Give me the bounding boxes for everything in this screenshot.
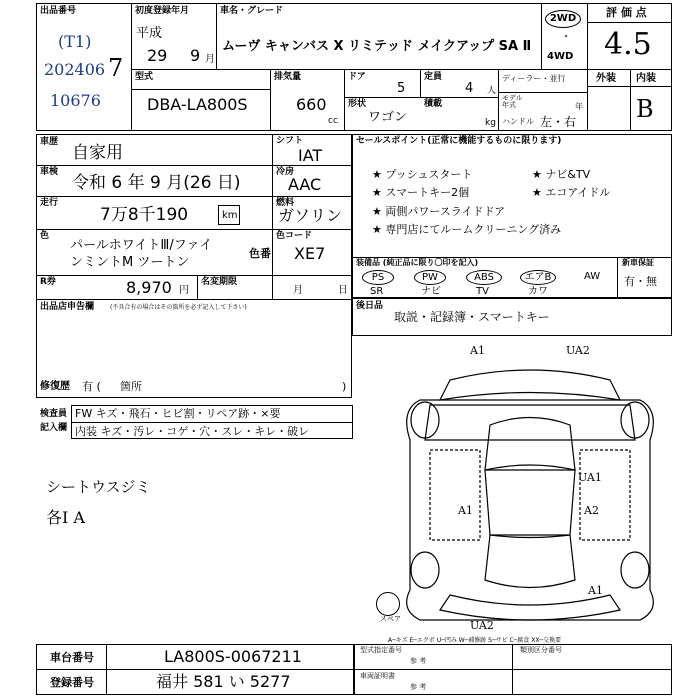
chassis-value: LA800S-0067211	[164, 647, 302, 666]
reg-month: 9	[190, 46, 201, 65]
plate-value: 福井 581 い 5277	[156, 672, 291, 691]
aftermarket-label: 後日品	[356, 301, 384, 311]
type-label: 型式	[135, 72, 154, 82]
color-no-label: 色番	[249, 247, 271, 260]
sales-label: セールスポイント(正常に機能するものに限ります)	[356, 136, 562, 146]
sales-left-0: ★ プッシュスタート	[372, 168, 473, 181]
shift-value: IAT	[298, 146, 323, 165]
damage-mark-3: A1	[458, 504, 473, 517]
mileage-unit: km	[222, 210, 238, 221]
damage-mark-5: A1	[588, 584, 603, 597]
handle-label: ハンドル	[502, 117, 534, 126]
equip-ps: PS	[362, 270, 394, 285]
displacement-value: 660	[296, 95, 327, 114]
color-code-label: 色コード	[276, 231, 313, 241]
recycle-unit: 円	[179, 285, 189, 296]
lot-line1: (T1)	[58, 32, 92, 51]
color-code: XE7	[294, 244, 326, 263]
type-value: DBA-LA800S	[147, 95, 248, 114]
displacement-unit: cc	[328, 116, 338, 126]
category-label: 類別区分番号	[520, 646, 562, 654]
ac-value: AAC	[288, 175, 322, 194]
hand-note-1: シートウスジミ	[46, 478, 151, 496]
hand-note-2: 各I A	[46, 508, 85, 527]
name-change-label: 名変期限	[201, 277, 238, 287]
equip-tv: TV	[476, 286, 489, 297]
lot-hand-mark: 7	[108, 54, 124, 82]
check-label-2: 記入欄	[40, 423, 68, 433]
repair-value: 有 (	[82, 380, 101, 393]
equip-aw: AW	[584, 271, 601, 282]
inspection-label: 車検	[40, 167, 59, 177]
damage-mark-6: UA2	[470, 619, 494, 632]
spare-tire-icon	[376, 592, 400, 616]
reg-year: 29	[147, 46, 168, 65]
car-name: ムーヴ キャンバス X リミテッド メイクアップ SA Ⅱ	[222, 39, 532, 54]
sales-left-3: ★ 専門店にてルームクリーニング済み	[372, 223, 562, 236]
drive-2wd: 2WD	[545, 10, 581, 28]
drive-4wd: 4WD	[547, 51, 574, 62]
plate-label: 登録番号	[50, 676, 94, 689]
capacity-value: 4	[465, 81, 474, 96]
color-value-1: パールホワイトⅢ/ファイ	[70, 238, 213, 253]
recycle-label: R券	[40, 277, 56, 287]
inspection-value: 令和 6 年 9 月(26 日)	[72, 173, 241, 193]
handle-value: 左・右	[540, 115, 577, 129]
repair-label: 修復歴	[40, 381, 70, 392]
interior-line: 内装 キズ・汚レ・コゲ・穴・スレ・キレ・破レ	[75, 425, 310, 438]
lot-label: 出品番号	[40, 6, 77, 16]
exterior-label: 外装	[596, 73, 616, 84]
load-label: 積載	[424, 99, 443, 109]
reference2-label: 参 考	[410, 683, 427, 691]
new-car-value: 有・無	[624, 275, 657, 288]
cert-label: 車両証明書	[360, 672, 395, 680]
damage-mark-1: UA2	[566, 344, 590, 357]
dealer-label: ディーラー・並行	[502, 74, 566, 83]
first-reg-label: 初度登録年月	[135, 6, 190, 16]
shape-value: ワゴン	[368, 110, 408, 125]
fuel-label: 燃料	[276, 198, 295, 208]
equip-airbag: エアB	[520, 270, 556, 285]
lot-line3: 10676	[50, 91, 101, 110]
mileage-value: 7万8千190	[100, 205, 189, 225]
interior-label: 内装	[636, 73, 656, 84]
recycle-value: 8,970	[126, 278, 172, 297]
equip-leather: カワ	[528, 286, 548, 297]
usage-value: 自家用	[72, 143, 123, 163]
sales-left-1: ★ スマートキー2個	[372, 186, 470, 199]
equip-pw: PW	[414, 270, 446, 285]
damage-mark-0: A1	[470, 344, 485, 357]
shape-label: 形状	[348, 99, 367, 109]
damage-mark-4: A2	[584, 504, 599, 517]
reg-month-unit: 月	[205, 54, 215, 65]
doors-label: ドア	[348, 72, 366, 82]
color-label: 色	[40, 231, 50, 241]
sales-right-1: ★ エコアイドル	[532, 186, 611, 199]
interior-grade: B	[636, 95, 654, 123]
designation-label: 型式指定番号	[360, 646, 402, 654]
equip-abs: ABS	[466, 270, 502, 285]
capacity-label: 定員	[424, 72, 443, 82]
equipment-label: 装備品 (純正品に限り〇印を記入)	[356, 258, 479, 267]
ac-label: 冷房	[276, 167, 295, 177]
model-year-unit: 年	[575, 102, 583, 111]
inspector-note: (不具合有の場合はその箇所を必ず記入して下さい)	[110, 304, 247, 311]
car-diagram	[370, 340, 670, 640]
damage-legend: A─キズ E─エクボ U─凹み W─補修跡 S─サビ C─腐食 XX─交換要	[388, 637, 562, 644]
capacity-unit: 人	[487, 86, 497, 96]
displacement-label: 排気量	[274, 72, 302, 82]
lot-line2: 202406	[44, 60, 106, 79]
name-change-day: 日	[338, 285, 348, 296]
load-unit: kg	[485, 118, 496, 128]
fuel-value: ガソリン	[278, 206, 343, 225]
doors-value: 5	[397, 81, 406, 96]
mileage-label: 走行	[40, 198, 59, 208]
sales-left-2: ★ 両側パワースライドドア	[372, 205, 506, 218]
sales-right-0: ★ ナビ&TV	[532, 168, 591, 181]
era: 平成	[136, 26, 163, 41]
new-car-label: 新車保証	[622, 258, 654, 267]
aftermarket-value: 取説・記録簿・スマートキー	[394, 310, 550, 324]
inspector-label: 出品店申告欄	[40, 302, 95, 312]
score-label: 評 価 点	[606, 6, 647, 19]
name-label: 車名・グレード	[220, 6, 284, 16]
model-year-label: モデル年式	[502, 94, 523, 109]
spare-label: スペア	[380, 615, 401, 623]
equip-sr: SR	[370, 286, 384, 297]
chassis-label: 車台番号	[50, 651, 94, 664]
name-change-month: 月	[293, 285, 303, 296]
check-label-1: 検査員	[40, 409, 68, 419]
color-value-2: ンミントM ツートン	[70, 255, 190, 270]
shift-label: シフト	[276, 136, 304, 146]
damage-mark-2: UA1	[578, 471, 602, 484]
repair-suffix: 箇所	[120, 380, 142, 393]
usage-label: 車歴	[40, 137, 59, 147]
reference-label: 参 考	[410, 657, 427, 665]
equip-navi: ナビ	[421, 286, 441, 297]
fw-line: FW キズ・飛石・ヒビ割・リペア跡・×要	[75, 407, 281, 420]
score: 4.5	[604, 27, 652, 62]
